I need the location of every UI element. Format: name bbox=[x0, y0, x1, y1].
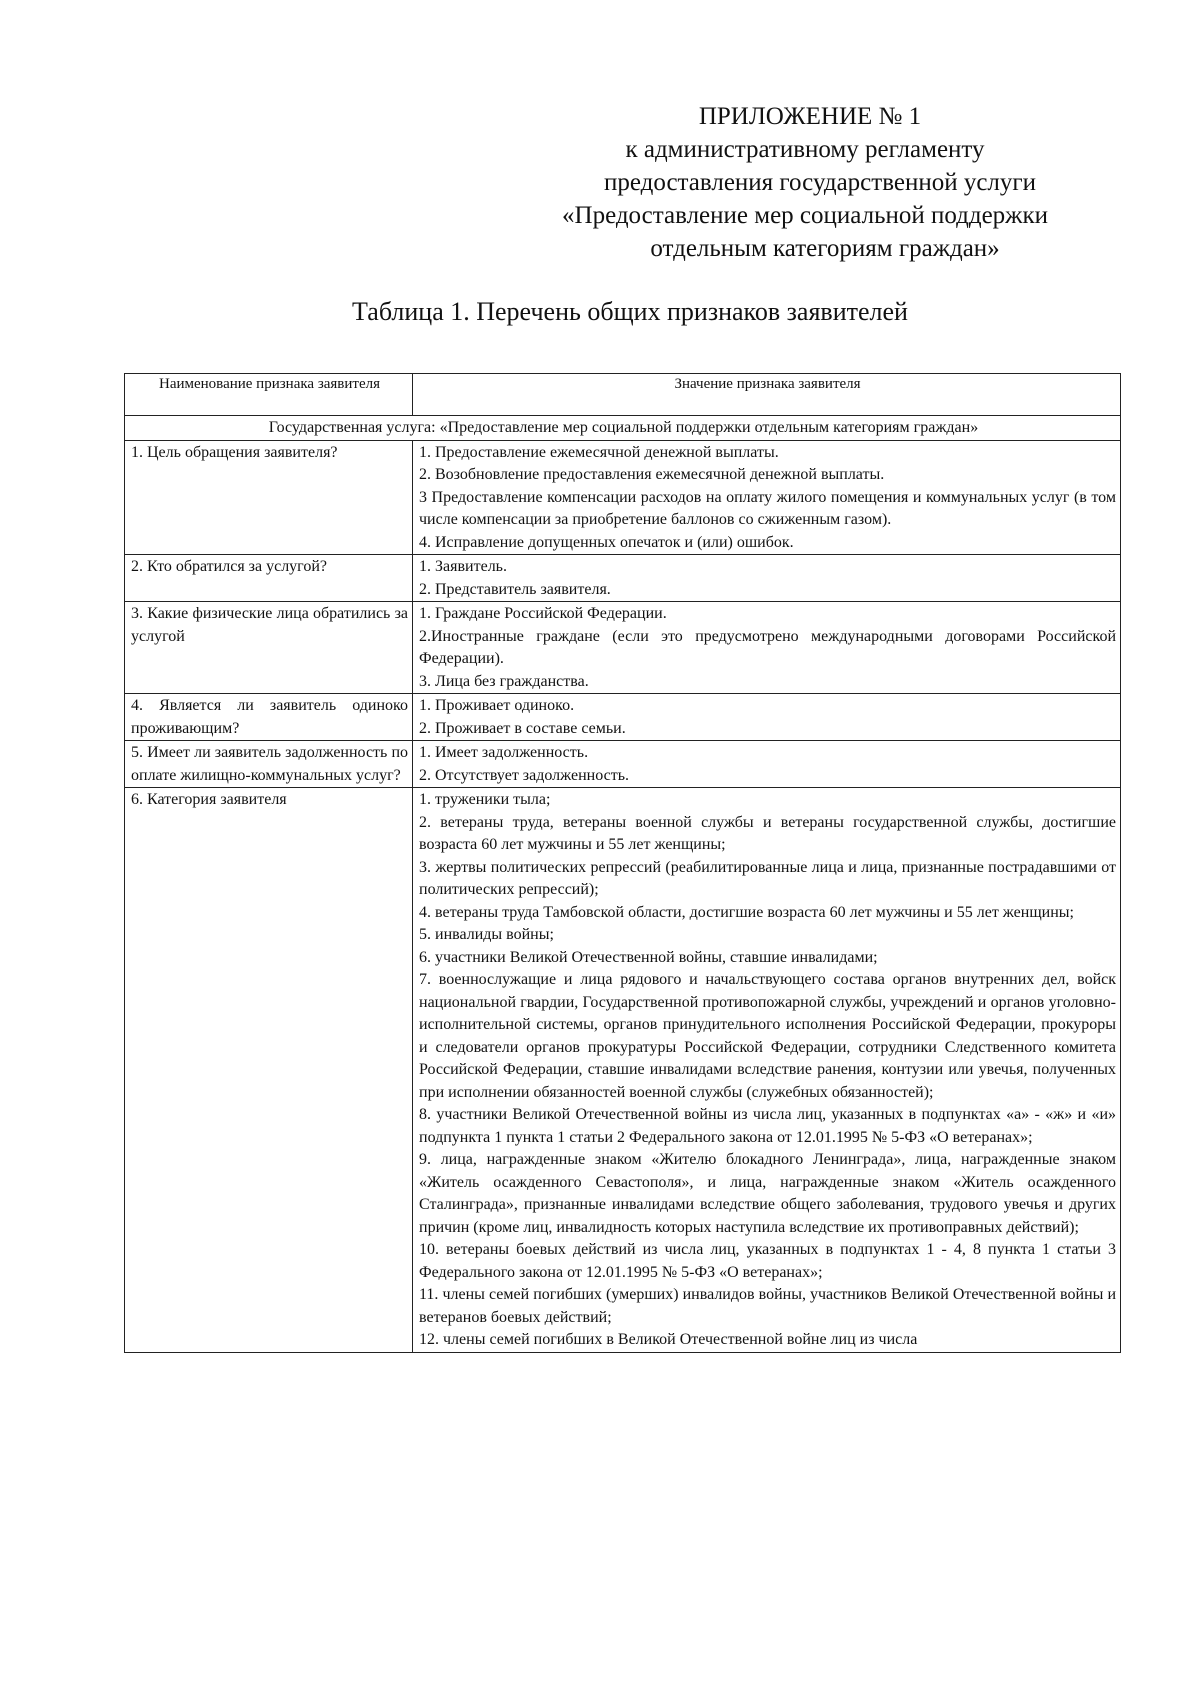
attribute-name: 1. Цель обращения заявителя? bbox=[125, 440, 413, 555]
table-row bbox=[125, 741, 1121, 788]
attribute-name: 5. Имеет ли заявитель задолженность по оплате жилищно-коммунальных услуг? bbox=[125, 741, 413, 788]
applicant-attributes-table bbox=[124, 373, 1121, 1353]
value-item: 6. участники Великой Отечественной войны, ставшие инвалидами; bbox=[419, 948, 878, 966]
value-item: 9. лица, награжденные знаком «Жителю блокадного Ленинграда», лица, награжденные знаком «Житель осажденного Севастополя», и лица, награжденные знаком «Житель осажденного Сталинграда», признанные инвалидами вследствие общего заболевания, трудового увечья и других причин (кроме лиц, инвалидность которых наступила вследствие их противоправных действий); bbox=[419, 1151, 1116, 1236]
table-row bbox=[125, 694, 1121, 741]
table-header-row bbox=[125, 374, 1121, 416]
table-title: Таблица 1. Перечень общих признаков заявителей bbox=[352, 297, 908, 326]
attribute-values bbox=[413, 440, 1121, 555]
value-item: 3 Предоставление компенсации расходов на оплату жилого помещения и коммунальных услуг (в том числе компенсации за приобретение баллонов со сжиженным газом). bbox=[419, 488, 1116, 528]
value-item: 2. ветераны труда, ветераны военной службы и ветераны государственной службы, достигшие возраста 60 лет мужчины и 55 лет женщины; bbox=[419, 813, 1116, 853]
attribute-name: 3. Какие физические лица обратились за услугой bbox=[125, 602, 413, 694]
attribute-values bbox=[413, 741, 1121, 788]
value-item: 2. Представитель заявителя. bbox=[419, 580, 611, 598]
value-item: 1. труженики тыла; bbox=[419, 791, 551, 808]
attribute-values bbox=[413, 602, 1121, 694]
value-item: 8. участники Великой Отечественной войны из числа лиц, указанных в подпунктах «а» - «ж» и «и» подпункта 1 пункта 1 статьи 2 Федерального закона от 12.01.1995 № 5-ФЗ «О ветеранах»; bbox=[419, 1106, 1116, 1146]
value-item: 3. жертвы политических репрессий (реабилитированные лица и лица, признанные пострадавшими от политических репрессий); bbox=[419, 858, 1116, 898]
value-item: 1. Предоставление ежемесячной денежной выплаты. bbox=[419, 443, 779, 461]
value-item: 4. ветераны труда Тамбовской области, достигшие возраста 60 лет мужчины и 55 лет женщины; bbox=[419, 903, 1074, 921]
value-item: 11. члены семей погибших (умерших) инвалидов войны, участников Великой Отечественной войны и ветеранов боевых действий; bbox=[419, 1286, 1116, 1326]
service-row bbox=[125, 416, 1121, 441]
attribute-values bbox=[413, 555, 1121, 602]
appendix-line: предоставления государственной услуги bbox=[603, 169, 1037, 196]
attribute-name: 4. Является ли заявитель одиноко проживающим? bbox=[125, 694, 413, 741]
table-row bbox=[125, 555, 1121, 602]
value-item: 12. члены семей погибших в Великой Отечественной войне лиц из числа bbox=[419, 1331, 918, 1348]
value-item: 3. Лица без гражданства. bbox=[419, 672, 589, 690]
value-item: 10. ветераны боевых действий из числа лиц, указанных в подпунктах 1 - 4, 8 пункта 1 статьи 3 Федерального закона от 12.01.1995 № 5-ФЗ «О ветеранах»; bbox=[419, 1241, 1116, 1281]
table-row bbox=[125, 440, 1121, 555]
appendix-line: к административному регламенту bbox=[625, 136, 985, 163]
attribute-name: 6. Категория заявителя bbox=[125, 788, 413, 1353]
attribute-name: 2. Кто обратился за услугой? bbox=[125, 555, 413, 602]
attribute-values bbox=[413, 694, 1121, 741]
service-name: Государственная услуга: «Предоставление мер социальной поддержки отдельным категориям граждан» bbox=[125, 416, 1121, 441]
value-item: 4. Исправление допущенных опечаток и (или) ошибок. bbox=[419, 533, 794, 551]
value-item: 2. Возобновление предоставления ежемесячной денежной выплаты. bbox=[419, 466, 885, 483]
value-item: 1. Имеет задолженность. bbox=[419, 744, 589, 761]
column-header: Наименование признака заявителя bbox=[125, 374, 413, 416]
value-item: 1. Заявитель. bbox=[419, 558, 507, 575]
table-row bbox=[125, 788, 1121, 1353]
value-item: 2.Иностранные граждане (если это предусмотрено международными договорами Российской Федерации). bbox=[419, 627, 1116, 667]
value-item: 2. Проживает в составе семьи. bbox=[419, 719, 626, 737]
value-item: 7. военнослужащие и лица рядового и начальствующего состава органов внутренних дел, войск национальной гвардии, Государственной противопожарной службы, учреждений и органов уголовно-исполнительной системы, органов принудительного исполнения Российской Федерации, прокуроры и следователи органов прокуратуры Российской Федерации, сотрудники Следственного комитета Российской Федерации, ставшие инвалидами вследствие ранения, контузии или увечья, полученных при исполнении обязанностей военной службы (служебных обязанностей); bbox=[419, 971, 1116, 1101]
appendix-line: «Предоставление мер социальной поддержки bbox=[562, 202, 1048, 229]
appendix-line: отдельным категориям граждан» bbox=[650, 235, 1000, 262]
appendix-header bbox=[420, 100, 1120, 265]
value-item: 5. инвалиды войны; bbox=[419, 926, 554, 943]
value-item: 1. Граждане Российской Федерации. bbox=[419, 605, 667, 622]
attribute-values bbox=[413, 788, 1121, 1353]
value-item: 1. Проживает одиноко. bbox=[419, 697, 575, 714]
appendix-title: ПРИЛОЖЕНИЕ № 1 bbox=[698, 103, 922, 130]
value-item: 2. Отсутствует задолженность. bbox=[419, 766, 629, 784]
column-header: Значение признака заявителя bbox=[413, 374, 1121, 416]
table-row bbox=[125, 602, 1121, 694]
